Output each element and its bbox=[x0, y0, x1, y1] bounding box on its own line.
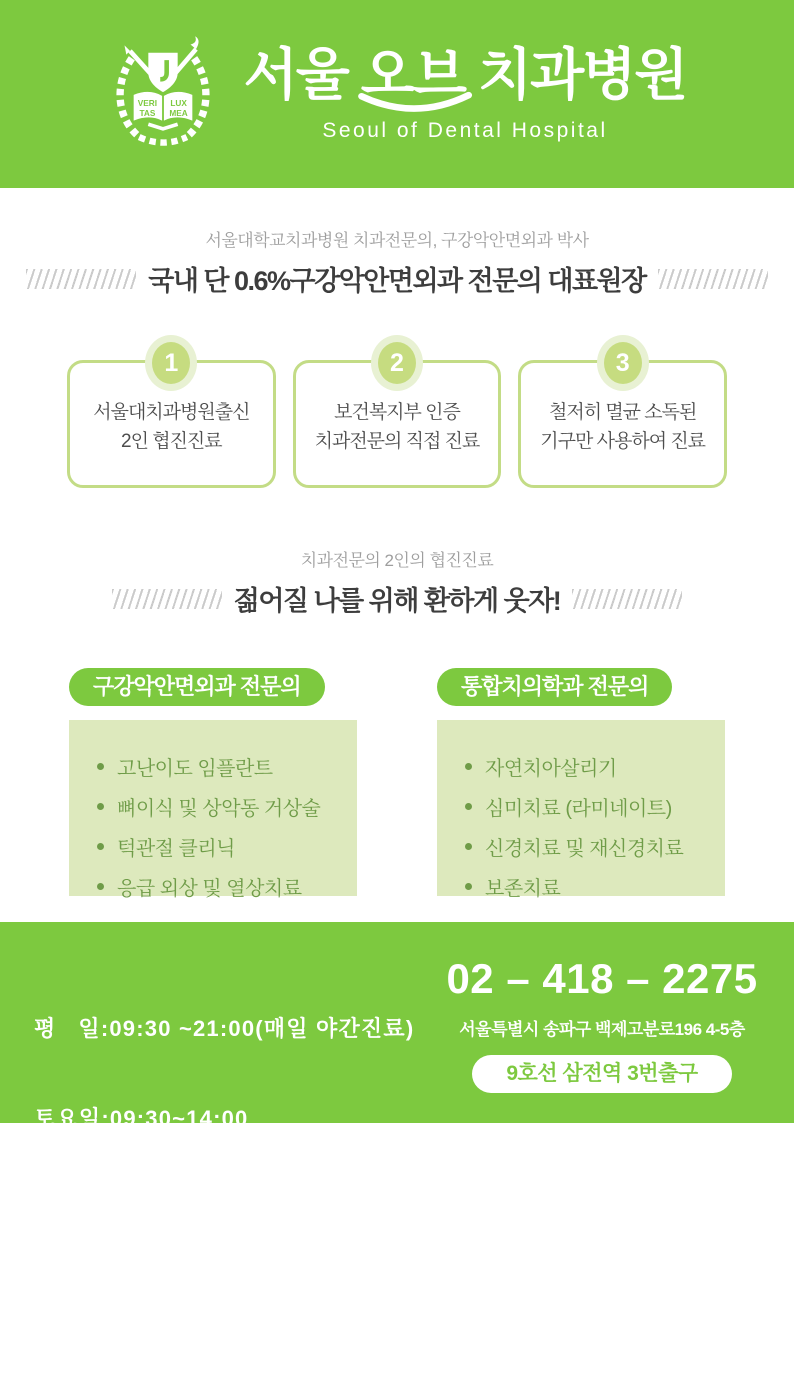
feature-text-3: 철저히 멸균 소독된 기구만 사용하여 진료 bbox=[540, 402, 706, 452]
emblem-book-word: MEA bbox=[169, 109, 188, 119]
brand-subtitle-english: Seoul of Dental Hospital bbox=[322, 119, 608, 142]
treatment-item: 심미치료 (라미네이트) bbox=[465, 786, 725, 826]
feature-text-1: 서울대치과병원출신 2인 협진진료 bbox=[93, 402, 250, 452]
departments-section bbox=[69, 668, 725, 900]
bullet-icon bbox=[465, 883, 472, 890]
brand-title-block bbox=[243, 43, 687, 143]
bullet-icon bbox=[97, 883, 104, 890]
brand-title-part2: 오브 bbox=[361, 47, 465, 103]
intro-headline-row bbox=[0, 259, 794, 298]
feature-text-2: 보건복지부 인증 치과전문의 직접 진료 bbox=[314, 402, 480, 452]
treatment-list-box bbox=[437, 720, 725, 900]
mid-subtitle: 치과전문의 2인의 협진진료 bbox=[300, 551, 494, 570]
hours-sunday: 일요일:09:30~14:00 bbox=[34, 1196, 249, 1221]
treatment-item: 뼈이식 및 상악동 거상술 bbox=[97, 786, 357, 826]
department-title-pill: 구강악안면외과 전문의 bbox=[69, 668, 325, 706]
mid-headline: 젊어질 나를 위해 환하게 웃자! bbox=[233, 586, 561, 616]
header-banner bbox=[0, 0, 794, 188]
feature-box-3 bbox=[518, 348, 727, 488]
smile-icon bbox=[357, 93, 473, 117]
phone-number: 02 – 418 – 2275 bbox=[446, 955, 758, 1002]
feature-box-2 bbox=[293, 348, 502, 488]
bullet-icon bbox=[465, 803, 472, 810]
contact-block bbox=[434, 956, 770, 1123]
subway-info-pill: 9호선 삼전역 3번출구 bbox=[472, 1055, 731, 1093]
brand-title-korean bbox=[243, 43, 687, 106]
brand-title-part1: 서울 bbox=[243, 43, 348, 106]
treatment-item: 보존치료 bbox=[465, 866, 725, 906]
university-emblem-icon bbox=[108, 32, 218, 156]
hatch-decoration-right bbox=[658, 269, 768, 289]
hatch-decoration-left bbox=[26, 269, 136, 289]
number-badge-2: 2 bbox=[371, 335, 423, 391]
emblem-book-word: VERI bbox=[137, 98, 157, 108]
address-text: 서울특별시 송파구 백제고분로196 4-5층 bbox=[459, 1020, 745, 1040]
treatment-item: 응급 외상 및 열상치료 bbox=[97, 866, 357, 906]
treatment-item: 신경치료 및 재신경치료 bbox=[465, 826, 725, 866]
hours-saturday: 토요일:09:30~14:00 bbox=[34, 1106, 249, 1131]
department-oral-surgery bbox=[69, 668, 357, 900]
hours-weekday: 평 일:09:30 ~21:00(매일 야간진료) bbox=[34, 1016, 415, 1041]
number-badge-1: 1 bbox=[145, 335, 197, 391]
treatment-item: 자연치아살리기 bbox=[465, 746, 725, 786]
treatment-item: 턱관절 클리닉 bbox=[97, 826, 357, 866]
brand-title-part3: 치과병원 bbox=[478, 43, 687, 106]
bullet-icon bbox=[465, 843, 472, 850]
opening-hours bbox=[34, 954, 415, 1311]
intro-headline: 국내 단 0.6%구강악안면외과 전문의 대표원장 bbox=[148, 266, 646, 296]
hours-holiday: 공휴일:09:30~14:00 bbox=[34, 1286, 249, 1311]
emblem-book-word: TAS bbox=[139, 109, 155, 119]
hatch-decoration-right bbox=[572, 589, 682, 609]
department-title-pill: 통합치의학과 전문의 bbox=[437, 668, 672, 706]
mid-headline-row bbox=[0, 579, 794, 618]
bullet-icon bbox=[97, 763, 104, 770]
feature-box-1 bbox=[67, 348, 276, 488]
department-integrated-dentistry bbox=[437, 668, 725, 900]
emblem-book-word: LUX bbox=[169, 98, 187, 108]
bullet-icon bbox=[465, 763, 472, 770]
bullet-icon bbox=[97, 843, 104, 850]
hatch-decoration-left bbox=[112, 589, 222, 609]
bullet-icon bbox=[97, 803, 104, 810]
treatment-list-box bbox=[69, 720, 357, 900]
number-badge-3: 3 bbox=[597, 335, 649, 391]
treatment-item: 고난이도 임플란트 bbox=[97, 746, 357, 786]
footer-banner bbox=[0, 922, 794, 1311]
intro-subtitle: 서울대학교치과병원 치과전문의, 구강악안면외과 박사 bbox=[205, 231, 589, 250]
feature-box-row bbox=[67, 348, 727, 488]
